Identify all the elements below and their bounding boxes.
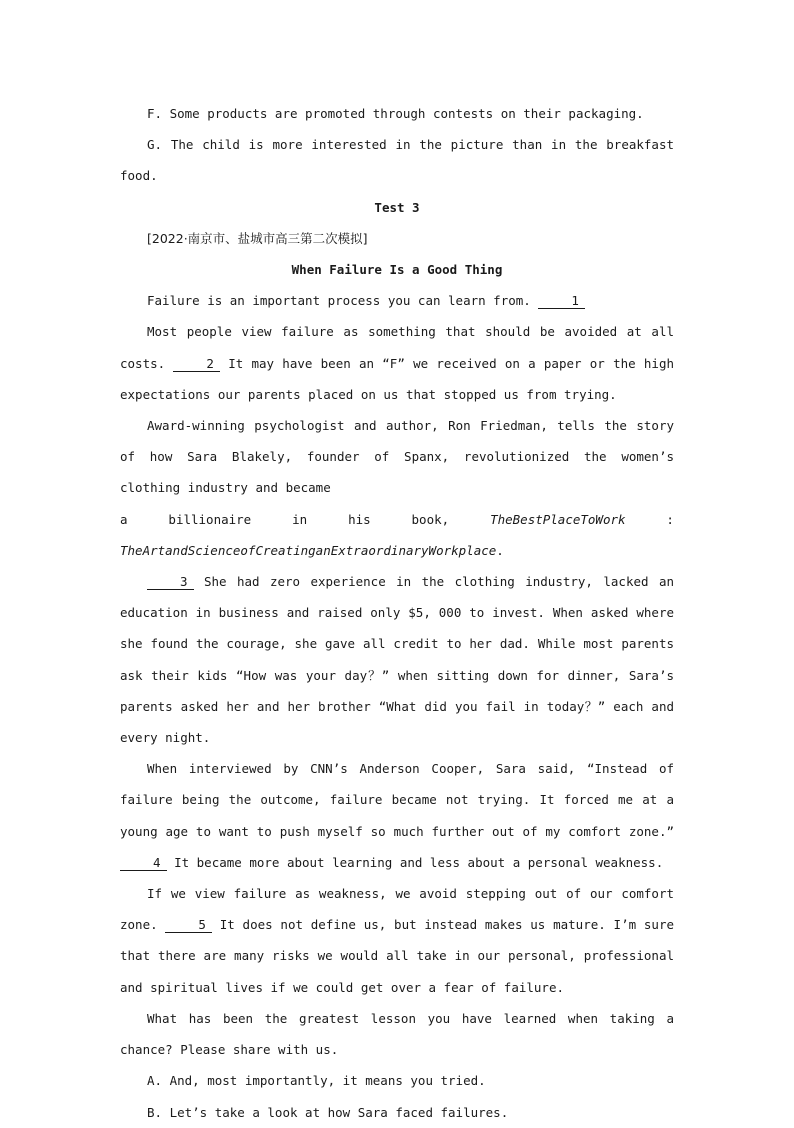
test-title: Test 3 <box>374 199 420 215</box>
paragraph-7: What has been the greatest lesson you have learned when taking a chance? Please share with us. <box>120 1010 674 1058</box>
paragraph-5-text-a: When interviewed by CNN’s Anderson Cooper, Sara said, “Instead of failure being the outcome, failure became not trying. It forced me at a young age to want to push myself so much further out of my comfort zone.” <box>120 761 674 839</box>
article-title: When Failure Is a Good Thing <box>291 262 503 278</box>
blank-1: 1 <box>538 293 585 309</box>
option-g: G. The child is more interested in the picture than in the breakfast food. <box>120 137 674 184</box>
paragraph-3-text: Award-winning psychologist and author, Ron Friedman, tells the story of how Sara Blakely, founder of Spanx, revolutionized the women’s clothing industry and became <box>120 418 674 496</box>
document-content <box>120 98 674 1128</box>
paragraph-6-text-b: It does not define us, but instead makes us mature. I’m sure that there are many risks we would all take in our personal, professional and spiritual lives if we could get over a fear of failure. <box>120 917 674 995</box>
paragraph-2 <box>120 316 674 410</box>
option-f: F. Some products are promoted through contests on their packaging. <box>147 106 644 121</box>
paragraph-3-book-line <box>120 535 674 566</box>
paragraph-1 <box>120 285 674 316</box>
source-text: [2022·南京市、盐城市高三第二次模拟] <box>147 230 368 246</box>
spread-word-5: book, <box>411 511 450 527</box>
paragraph-6-text-a: If we view failure as weakness, we avoid stepping out of our comfort zone. <box>120 886 674 933</box>
blank-4: 4 <box>120 855 167 871</box>
paragraph-4 <box>120 566 674 753</box>
paragraph-6 <box>120 878 674 1003</box>
book-title-colon: : <box>666 511 674 527</box>
spread-word-1: a <box>120 511 128 527</box>
book-title-part1: TheBestPlaceToWork <box>490 511 626 527</box>
paragraph-5-text-b: It became more about learning and less about a personal weakness. <box>174 854 664 870</box>
paragraph-4-text: She had zero experience in the clothing industry, lacked an education in business and raised only $5, 000 to invest. When asked where she found the courage, she gave all credit to her dad. While most parents ask their kids “How was your day？” when sitting down for dinner, Sara’s parents asked her and her brother “What did you fail in today？” each and every night. <box>120 574 674 746</box>
source-line <box>120 223 674 254</box>
option-b: B. Let’s take a look at how Sara faced failures. <box>147 1104 509 1120</box>
paragraph-3-spread-line <box>120 504 674 535</box>
book-title-end: . <box>496 542 504 558</box>
spread-word-4: his <box>348 511 371 527</box>
paragraph-1-text: Failure is an important process you can learn from. <box>147 293 531 309</box>
paragraph-5 <box>120 753 674 878</box>
option-a: A. And, most importantly, it means you tried. <box>147 1073 486 1089</box>
blank-2: 2 <box>173 356 220 372</box>
spread-word-3: in <box>292 511 308 527</box>
spread-word-2: billionaire <box>168 511 252 527</box>
paragraph-2-text-b: It may have been an “F” we received on a paper or the high expectations our parents placed on us that stopped us from trying. <box>120 355 674 402</box>
blank-3: 3 <box>147 574 194 590</box>
paragraph-2-text-a: Most people view failure as something that should be avoided at all costs. <box>120 324 674 371</box>
book-title-part2: TheArtandScienceofCreatinganExtraordinaryWorkplace <box>120 542 497 558</box>
blank-5: 5 <box>165 917 212 933</box>
paragraph-3 <box>120 410 674 504</box>
